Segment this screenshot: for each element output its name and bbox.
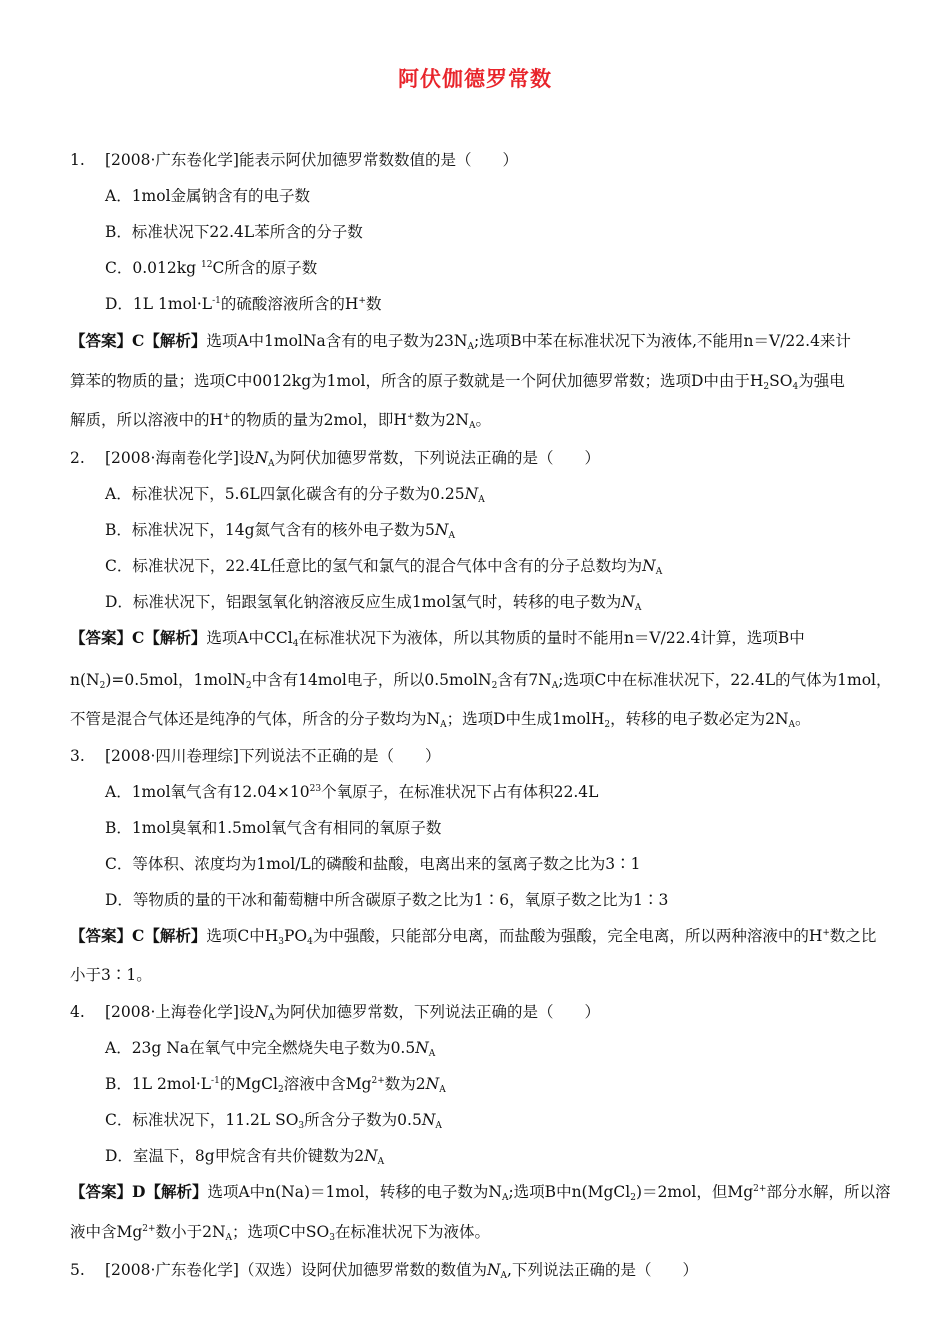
question-number: 5.	[70, 1261, 85, 1279]
page-title: 阿伏伽德罗常数	[398, 67, 552, 91]
option-d: D．1L $1mol\cdot L^{-1}$的硫酸溶液所含的H+数	[105, 295, 382, 313]
option-b: B．标准状况下，14g氮气含有的核外电子数为$5N_A$	[105, 521, 455, 541]
question-4-stem: 4. [2008·上海卷化学]设$N_A$为阿伏加德罗常数，下列说法正确的是（ ）	[70, 1003, 601, 1023]
option-c: C．等体积、浓度均为1mol/L的磷酸和盐酸，电离出来的氢离子数之比为3∶1	[105, 855, 641, 873]
question-number: 2.	[70, 449, 85, 467]
question-number: 3.	[70, 747, 85, 765]
answer-explanation-line: 【答案】D【解析】选项A中n(Na)＝1mol，转移的电子数为$N_A$;选项B中n(MgCl$_2$)＝2mol，但$Mg^{2+}$部分水解，所以溶	[70, 1182, 891, 1203]
option-b: B．1L $2mol\cdot L^{-1}$的MgCl$_2$溶液中含$Mg^{2+}$数为$2N_A$	[105, 1075, 446, 1095]
question-3-stem: 3. [2008·四川卷理综]下列说法不正确的是（ ）	[70, 747, 441, 765]
option-b: B．1mol臭氧和1.5mol氧气含有相同的氧原子数	[105, 819, 442, 837]
question-5-stem: 5. [2008·广东卷化学]（双选）设阿伏加德罗常数的数值为$N_A$,下列说法正确的是（ ）	[70, 1261, 698, 1281]
option-d: D．标准状况下，铝跟氢氧化钠溶液反应生成1mol氢气时，转移的电子数为$N_A$	[105, 593, 642, 613]
option-d: D．室温下，8g甲烷含有共价键数为$2N_A$	[105, 1147, 385, 1167]
option-c: C．标准状况下，22.4L任意比的氢气和氯气的混合气体中含有的分子总数均为$N_A$	[105, 557, 663, 577]
option-a: A．23g Na在氧气中完全燃烧失电子数为$0.5N_A$	[105, 1039, 436, 1059]
option-d: D．等物质的量的干冰和葡萄糖中所含碳原子数之比为1∶6，氧原子数之比为1∶3	[105, 891, 669, 909]
option-b: B．标准状况下22.4L苯所含的分子数	[105, 223, 363, 241]
answer-explanation-line: 解质，所以溶液中的H+的物质的量为2mol，即H+数为$2N_A$。	[70, 411, 491, 431]
option-c: C．0.012kg $^{12}$C所含的原子数	[105, 259, 318, 277]
answer-explanation-line: 【答案】C【解析】选项A中1molNa含有的电子数为$23N_A$;选项B中苯在标准状况下为液体,不能用n＝V/22.4来计	[70, 331, 851, 352]
question-1-stem: 1. [2008·广东卷化学]能表示阿伏加德罗常数数值的是（ ）	[70, 151, 518, 169]
question-number: 4.	[70, 1003, 85, 1021]
option-c: C．标准状况下，11.2L $SO_3$所含分子数为$0.5N_A$	[105, 1111, 442, 1131]
option-a: A．1mol金属钠含有的电子数	[105, 187, 311, 205]
answer-explanation-line: 算苯的物质的量；选项C中0012kg为1mol，所含的原子数就是一个阿伏加德罗常数；选项D中由于$H_2SO_4$为强电	[70, 372, 845, 392]
question-2-stem: 2. [2008·海南卷化学]设$N_A$为阿伏加德罗常数，下列说法正确的是（ ）	[70, 449, 601, 469]
answer-explanation-line: $n(N_2)=0.5mol$，1molN$_2$中含有14mol电子，所以0.5molN$_2$含有$7N_A$;选项C中在标准状况下，22.4L的气体为1mol，	[70, 671, 892, 691]
option-a: A．1mol氧气含有$12.04\times 10^{23}$个氧原子，在标准状况下占有体积22.4L	[105, 783, 599, 801]
question-number: 1.	[70, 151, 85, 169]
option-a: A．标准状况下，5.6L四氯化碳含有的分子数为$0.25N_A$	[105, 485, 485, 505]
answer-explanation-line: 不管是混合气体还是纯净的气体，所含的分子数均为$N_A$；选项D中生成1molH$_2$，转移的电子数必定为$2N_A$。	[70, 710, 811, 730]
answer-explanation-line: 小于3∶1。	[70, 966, 152, 984]
answer-explanation-line: 【答案】C【解析】选项C中$H_3PO_4$为中强酸，只能部分电离，而盐酸为强酸，完全电离，所以两种溶液中的H+数之比	[70, 926, 877, 947]
answer-explanation-line: 【答案】C【解析】选项A中CCl$_4$在标准状况下为液体，所以其物质的量时不能用n＝V/22.4计算，选项B中	[70, 628, 805, 649]
answer-explanation-line: 液中含$Mg^{2+}$数小于$2N_A$；选项C中$SO_3$在标准状况下为液体。	[70, 1223, 490, 1243]
